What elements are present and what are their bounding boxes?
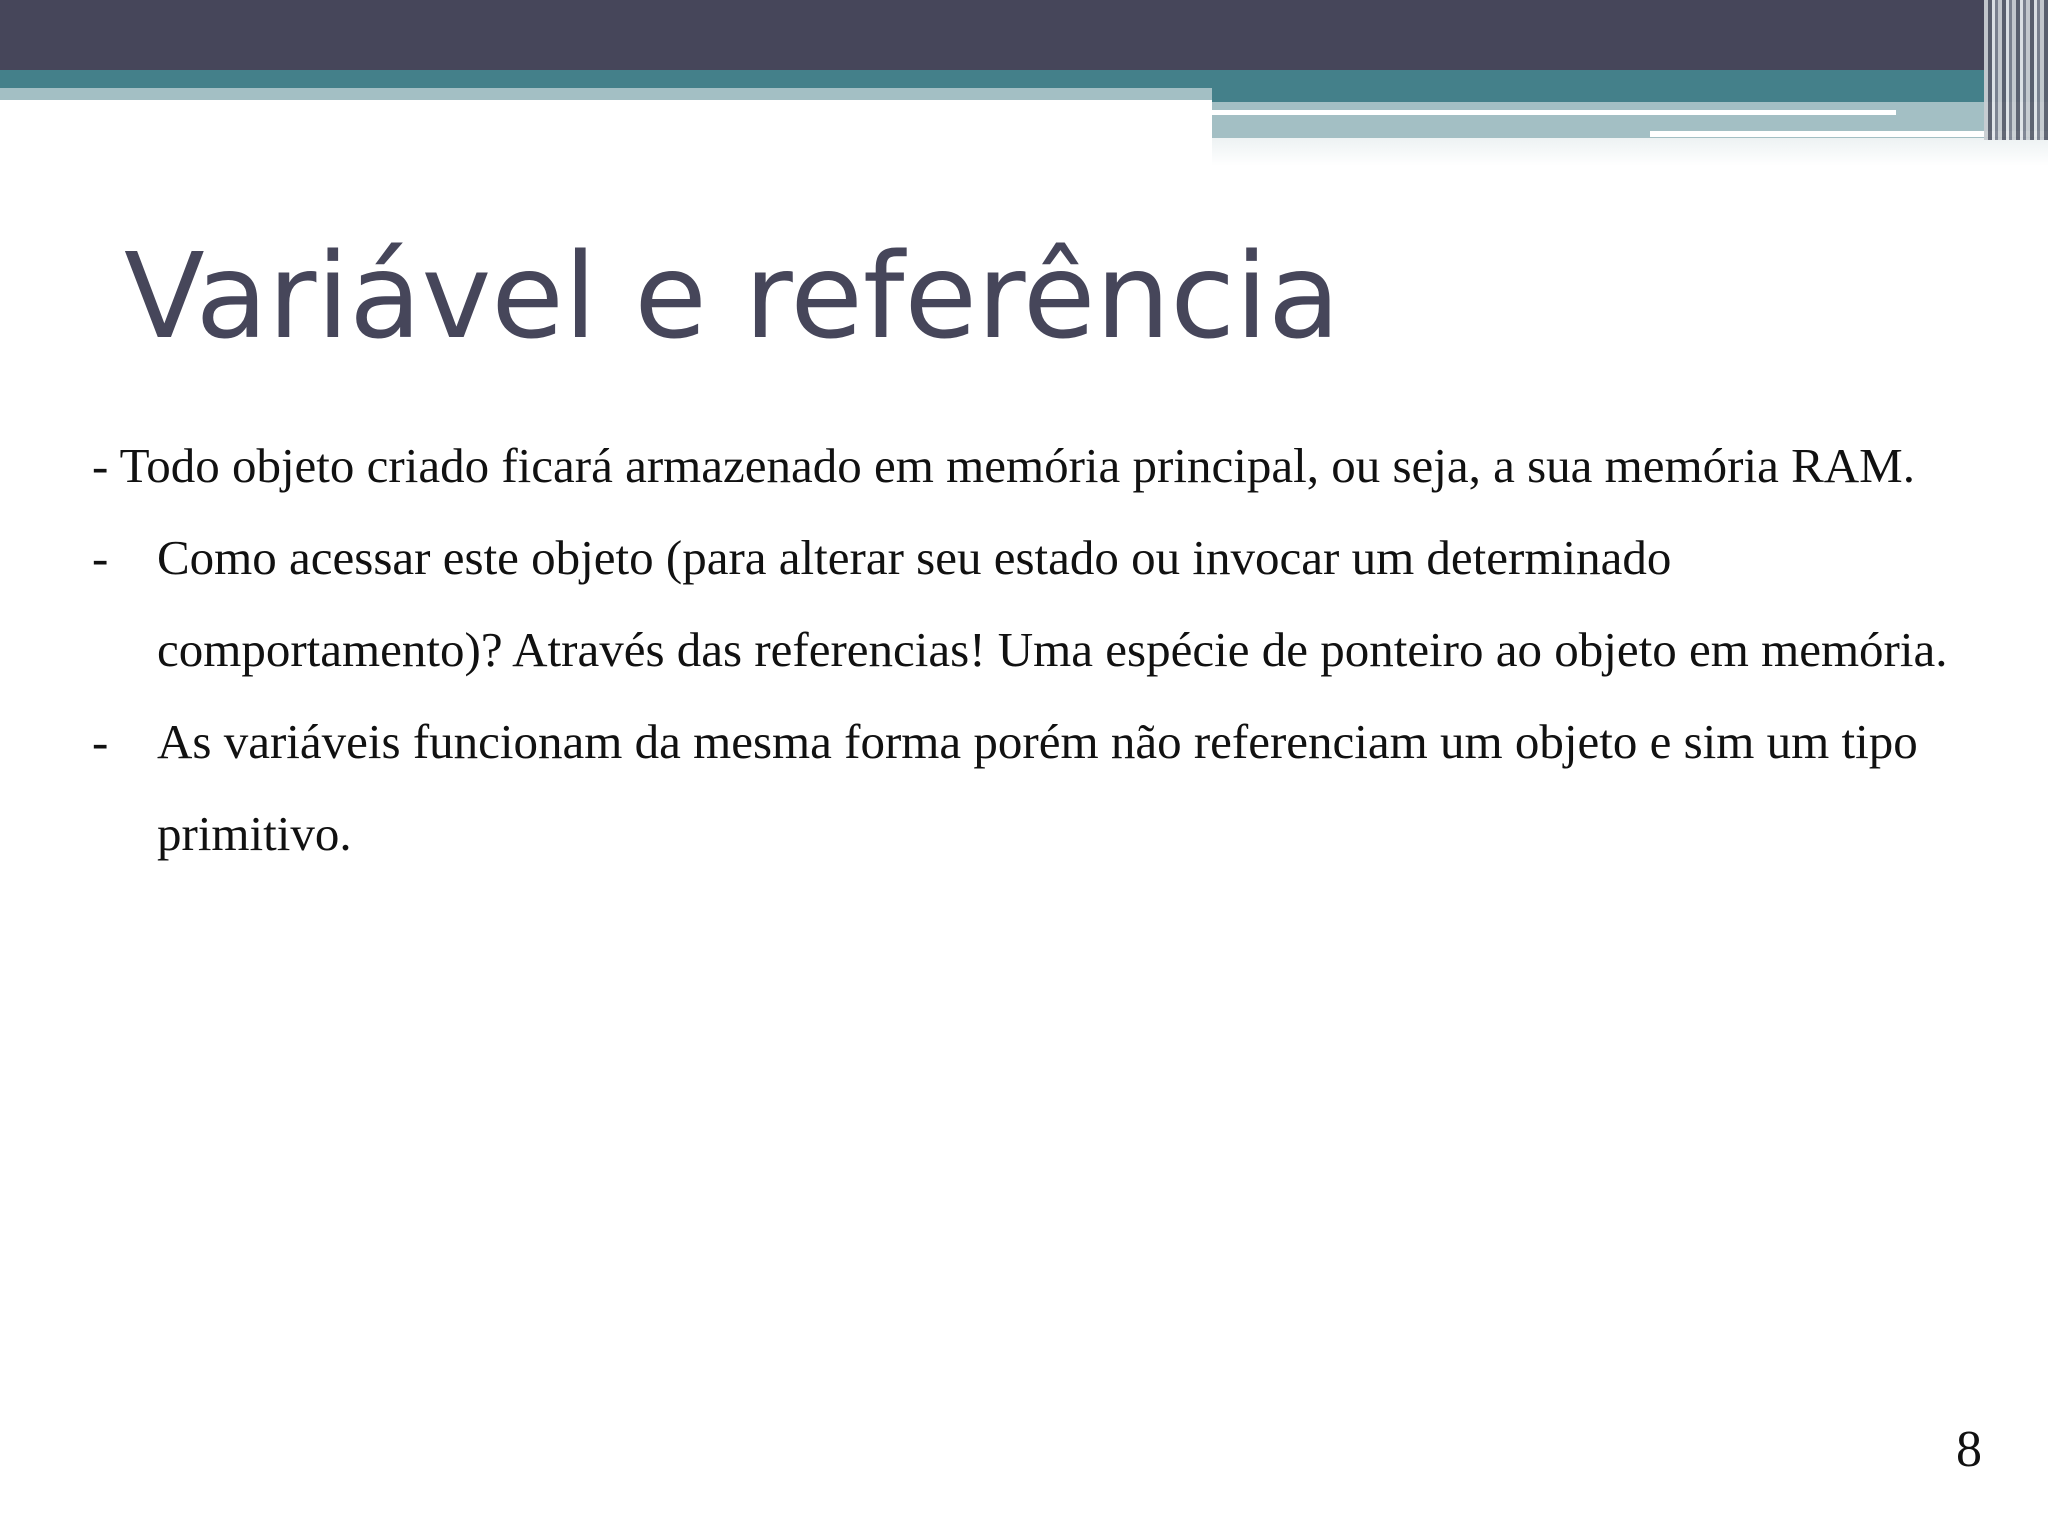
intro-paragraph: - Todo objeto criado ficará armazenado em memória principal, ou seja, a sua memória RAM. [92,438,1915,493]
slide-body [92,420,1972,880]
bullet-item [92,696,1972,880]
header-fade [1212,138,2048,166]
bullet-text: Como acessar este objeto (para alterar seu estado ou invocar um determinado comportamento)? Através das referencias! Uma espécie de ponteiro ao objeto em memória. [157,530,1948,677]
page-number: 8 [1956,1421,1982,1478]
bullet-item [92,512,1972,696]
header-band-dark [0,0,2048,70]
bullet-text: As variáveis funcionam da mesma forma porém não referenciam um objeto e sim um tipo primitivo. [157,714,1918,861]
header-band-teal-right [1212,88,2048,102]
bullet-marker: - [92,714,109,769]
header-band-light-left [0,88,1212,100]
bullet-marker: - [92,530,109,585]
slide-title: Variável e referência [124,227,1341,365]
header-stripes-decoration [1984,0,2048,140]
header-band-teal [0,70,2048,88]
header-white-line [1212,110,1896,115]
